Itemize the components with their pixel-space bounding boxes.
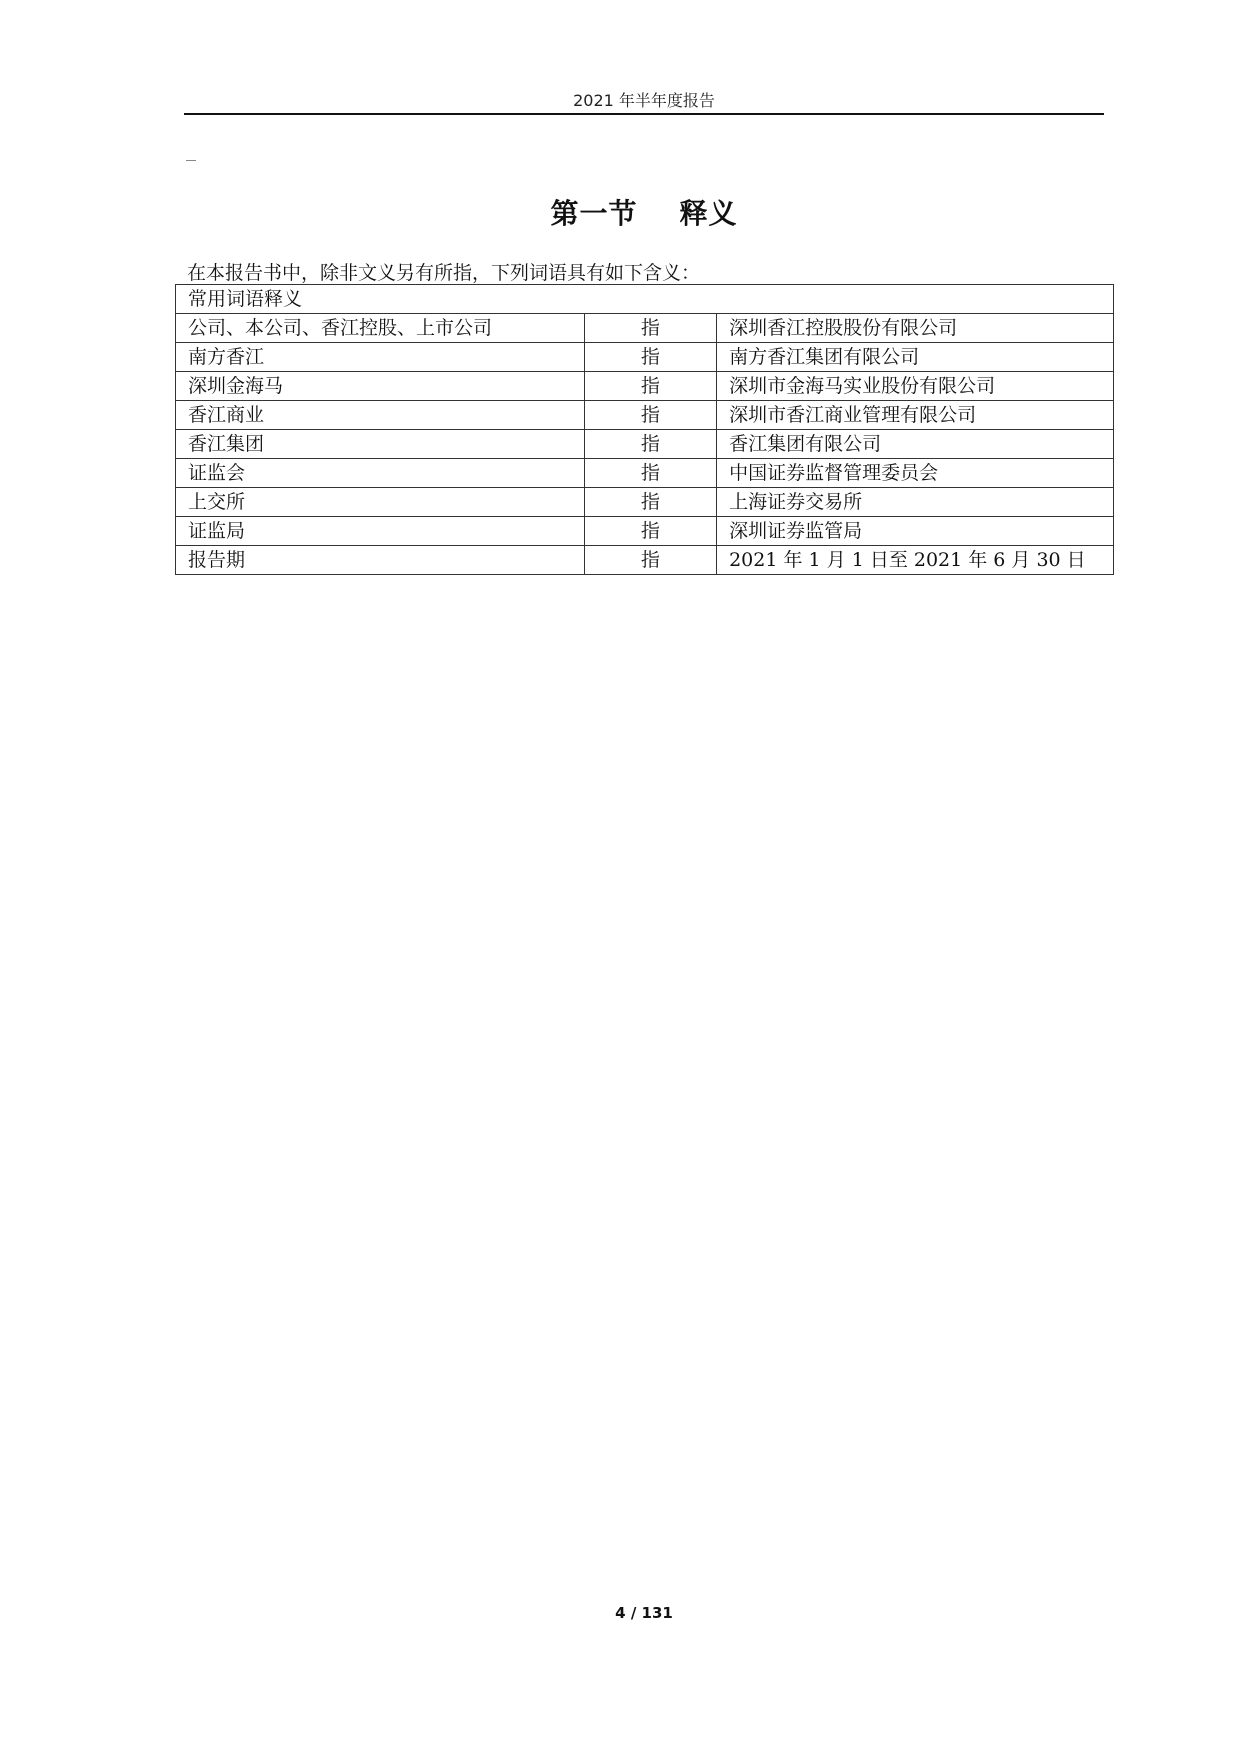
meaning-cell: 深圳市金海马实业股份有限公司 xyxy=(717,372,1114,401)
ref-cell: 指 xyxy=(584,546,717,575)
page-header: 2021 年半年度报告 xyxy=(573,91,715,110)
meaning-cell: 2021 年 1 月 1 日至 2021 年 6 月 30 日 xyxy=(717,546,1114,575)
meaning-cell: 深圳证券监管局 xyxy=(717,517,1114,546)
ref-cell: 指 xyxy=(584,517,717,546)
ref-cell: 指 xyxy=(584,314,717,343)
section-name: 释义 xyxy=(679,197,738,230)
ref-cell: 指 xyxy=(584,488,717,517)
meaning-cell: 南方香江集团有限公司 xyxy=(717,343,1114,372)
meaning-cell: 深圳市香江商业管理有限公司 xyxy=(717,401,1114,430)
table-caption-row xyxy=(176,285,1114,314)
section-number: 第一节 xyxy=(550,197,638,230)
term-cell: 公司、本公司、香江控股、上市公司 xyxy=(176,314,585,343)
term-cell: 香江商业 xyxy=(176,401,585,430)
term-cell: 上交所 xyxy=(176,488,585,517)
term-cell: 证监局 xyxy=(176,517,585,546)
intro-text: 在本报告书中，除非文义另有所指，下列词语具有如下含义： xyxy=(187,262,701,284)
stray-mark xyxy=(186,160,196,161)
table-row xyxy=(176,488,1114,517)
meaning-cell: 上海证券交易所 xyxy=(717,488,1114,517)
term-cell: 报告期 xyxy=(176,546,585,575)
table-row xyxy=(176,372,1114,401)
section-title xyxy=(184,192,1104,232)
meaning-cell: 深圳香江控股股份有限公司 xyxy=(717,314,1114,343)
table-caption: 常用词语释义 xyxy=(176,285,1114,314)
ref-cell: 指 xyxy=(584,459,717,488)
meaning-cell: 香江集团有限公司 xyxy=(717,430,1114,459)
term-cell: 深圳金海马 xyxy=(176,372,585,401)
header-rule xyxy=(184,113,1104,115)
term-cell: 证监会 xyxy=(176,459,585,488)
term-cell: 香江集团 xyxy=(176,430,585,459)
table-row xyxy=(176,343,1114,372)
table-row xyxy=(176,314,1114,343)
definitions-table xyxy=(175,284,1114,575)
ref-cell: 指 xyxy=(584,343,717,372)
table-row xyxy=(176,430,1114,459)
ref-cell: 指 xyxy=(584,401,717,430)
page-number: 4 / 131 xyxy=(615,1604,673,1622)
ref-cell: 指 xyxy=(584,430,717,459)
table-row xyxy=(176,517,1114,546)
meaning-cell: 中国证券监督管理委员会 xyxy=(717,459,1114,488)
table-row xyxy=(176,546,1114,575)
table-row xyxy=(176,401,1114,430)
term-cell: 南方香江 xyxy=(176,343,585,372)
ref-cell: 指 xyxy=(584,372,717,401)
table-row xyxy=(176,459,1114,488)
